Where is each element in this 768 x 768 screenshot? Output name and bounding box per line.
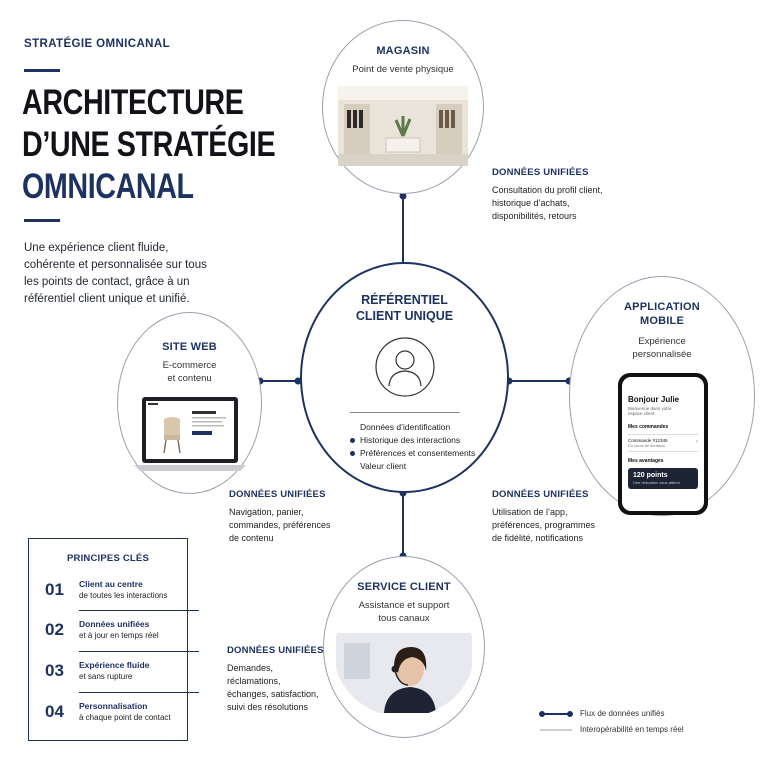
intro-text: Une expérience client fluide, cohérente et personnalisée sur tous les points de contact, grâce à un référentiel client unique et unifié. (24, 242, 207, 305)
eyebrow-label: STRATÉGIE OMNICANAL (24, 38, 171, 50)
center-list (350, 421, 507, 473)
principle-text: à chaque point de contact (79, 713, 171, 722)
principle-number: 03 (45, 661, 64, 680)
principle-item (45, 701, 173, 723)
node-title: APPLICATION (624, 301, 700, 313)
legend-flux-line (538, 709, 574, 719)
principles-box (28, 538, 188, 741)
node-magasin (322, 20, 484, 194)
principle-number: 01 (45, 580, 64, 599)
divider (24, 219, 60, 222)
phone-order-ref: Commande #12345 (628, 438, 668, 443)
node-subtitle: personnalisée (632, 349, 692, 360)
node-title: SITE WEB (162, 341, 217, 353)
unified-text: Consultation du profil client, historique d’achats, disponibilités, retours (492, 185, 603, 221)
principle-number: 02 (45, 620, 64, 639)
phone-points: 120 points (633, 472, 668, 479)
principle-heading: Personnalisation (79, 701, 148, 711)
title-line-2: D’UNE STRATÉGIE (22, 125, 276, 164)
principle-divider (79, 651, 199, 652)
center-title: RÉFÉRENTIEL (361, 293, 448, 307)
center-divider (350, 412, 460, 413)
node-subtitle: et contenu (167, 373, 212, 384)
principle-text: et à jour en temps réel (79, 631, 159, 640)
node-subtitle: E-commerce (162, 360, 217, 371)
legend-interop: Interopérabilité en temps réel (580, 725, 684, 734)
principle-item (45, 660, 173, 682)
laptop-image (134, 395, 246, 473)
principle-item (45, 579, 173, 601)
list-item: Préférences et consentements (350, 447, 507, 460)
phone-order-status: En cours de livraison (628, 443, 666, 448)
node-title: MAGASIN (376, 45, 430, 57)
unified-text: Navigation, panier, commandes, préférences de contenu (229, 507, 331, 543)
principle-text: de toutes les interactions (79, 591, 168, 600)
principles-title: PRINCIPES CLÉS (67, 553, 149, 564)
node-subtitle: Point de vente physique (352, 64, 454, 75)
divider (24, 69, 60, 72)
node-site-web (117, 312, 262, 494)
unified-title: DONNÉES UNIFIÉES (492, 167, 589, 178)
center-title: CLIENT UNIQUE (355, 309, 454, 323)
chevron-right-icon: › (696, 439, 698, 445)
unified-title: DONNÉES UNIFIÉES (229, 489, 326, 500)
phone-benefits-label: Mes avantages (628, 458, 664, 464)
unified-data-app (492, 489, 642, 545)
phone-orders-label: Mes commandes (628, 424, 669, 430)
legend-interop-line (538, 725, 574, 735)
phone-welcome: espace client (628, 411, 655, 416)
principle-divider (79, 610, 199, 611)
unified-text: Demandes, réclamations, échanges, satisfaction, suivi des résolutions (227, 663, 319, 712)
principle-number: 04 (45, 702, 64, 721)
unified-title: DONNÉES UNIFIÉES (492, 489, 589, 500)
principle-item (45, 619, 173, 641)
center-referentiel (300, 262, 509, 493)
unified-data-service (227, 645, 327, 714)
node-subtitle: tous canaux (378, 613, 430, 624)
principle-text: et sans rupture (79, 672, 133, 681)
node-title: SERVICE CLIENT (357, 581, 451, 593)
unified-title: DONNÉES UNIFIÉES (227, 645, 324, 656)
list-item: Historique des interactions (350, 434, 507, 447)
list-item: Données d’identification (360, 422, 451, 432)
principle-divider (79, 692, 199, 693)
agent-image (336, 633, 472, 713)
principle-heading: Client au centre (79, 579, 143, 589)
legend-flux: Flux de données unifiés (580, 709, 665, 718)
phone-points-card[interactable] (628, 468, 698, 489)
phone-points-sub: Une réduction vous attend (633, 480, 680, 485)
unified-data-site (229, 489, 379, 545)
title-line-3: OMNICANAL (22, 167, 194, 206)
list-item: Valeur client (360, 461, 407, 471)
title-line-1: ARCHITECTURE (22, 83, 244, 122)
node-subtitle: Expérience (638, 336, 686, 347)
user-profile-icon (374, 336, 436, 398)
store-image (338, 86, 468, 166)
node-title: MOBILE (640, 315, 684, 327)
node-service-client (323, 556, 485, 738)
principle-heading: Données unifiées (79, 619, 150, 629)
phone-greeting: Bonjour Julie (628, 395, 680, 404)
node-application-mobile (569, 276, 755, 516)
node-subtitle: Assistance et support (358, 600, 450, 611)
unified-data-magasin (492, 167, 642, 223)
phone-welcome: Bienvenue dans votre (628, 406, 672, 411)
phone-order-card[interactable] (628, 434, 698, 452)
page-title (22, 82, 284, 208)
unified-text: Utilisation de l’app, préférences, programmes de fidélité, notifications (492, 507, 596, 543)
principle-heading: Expérience fluide (79, 660, 150, 670)
